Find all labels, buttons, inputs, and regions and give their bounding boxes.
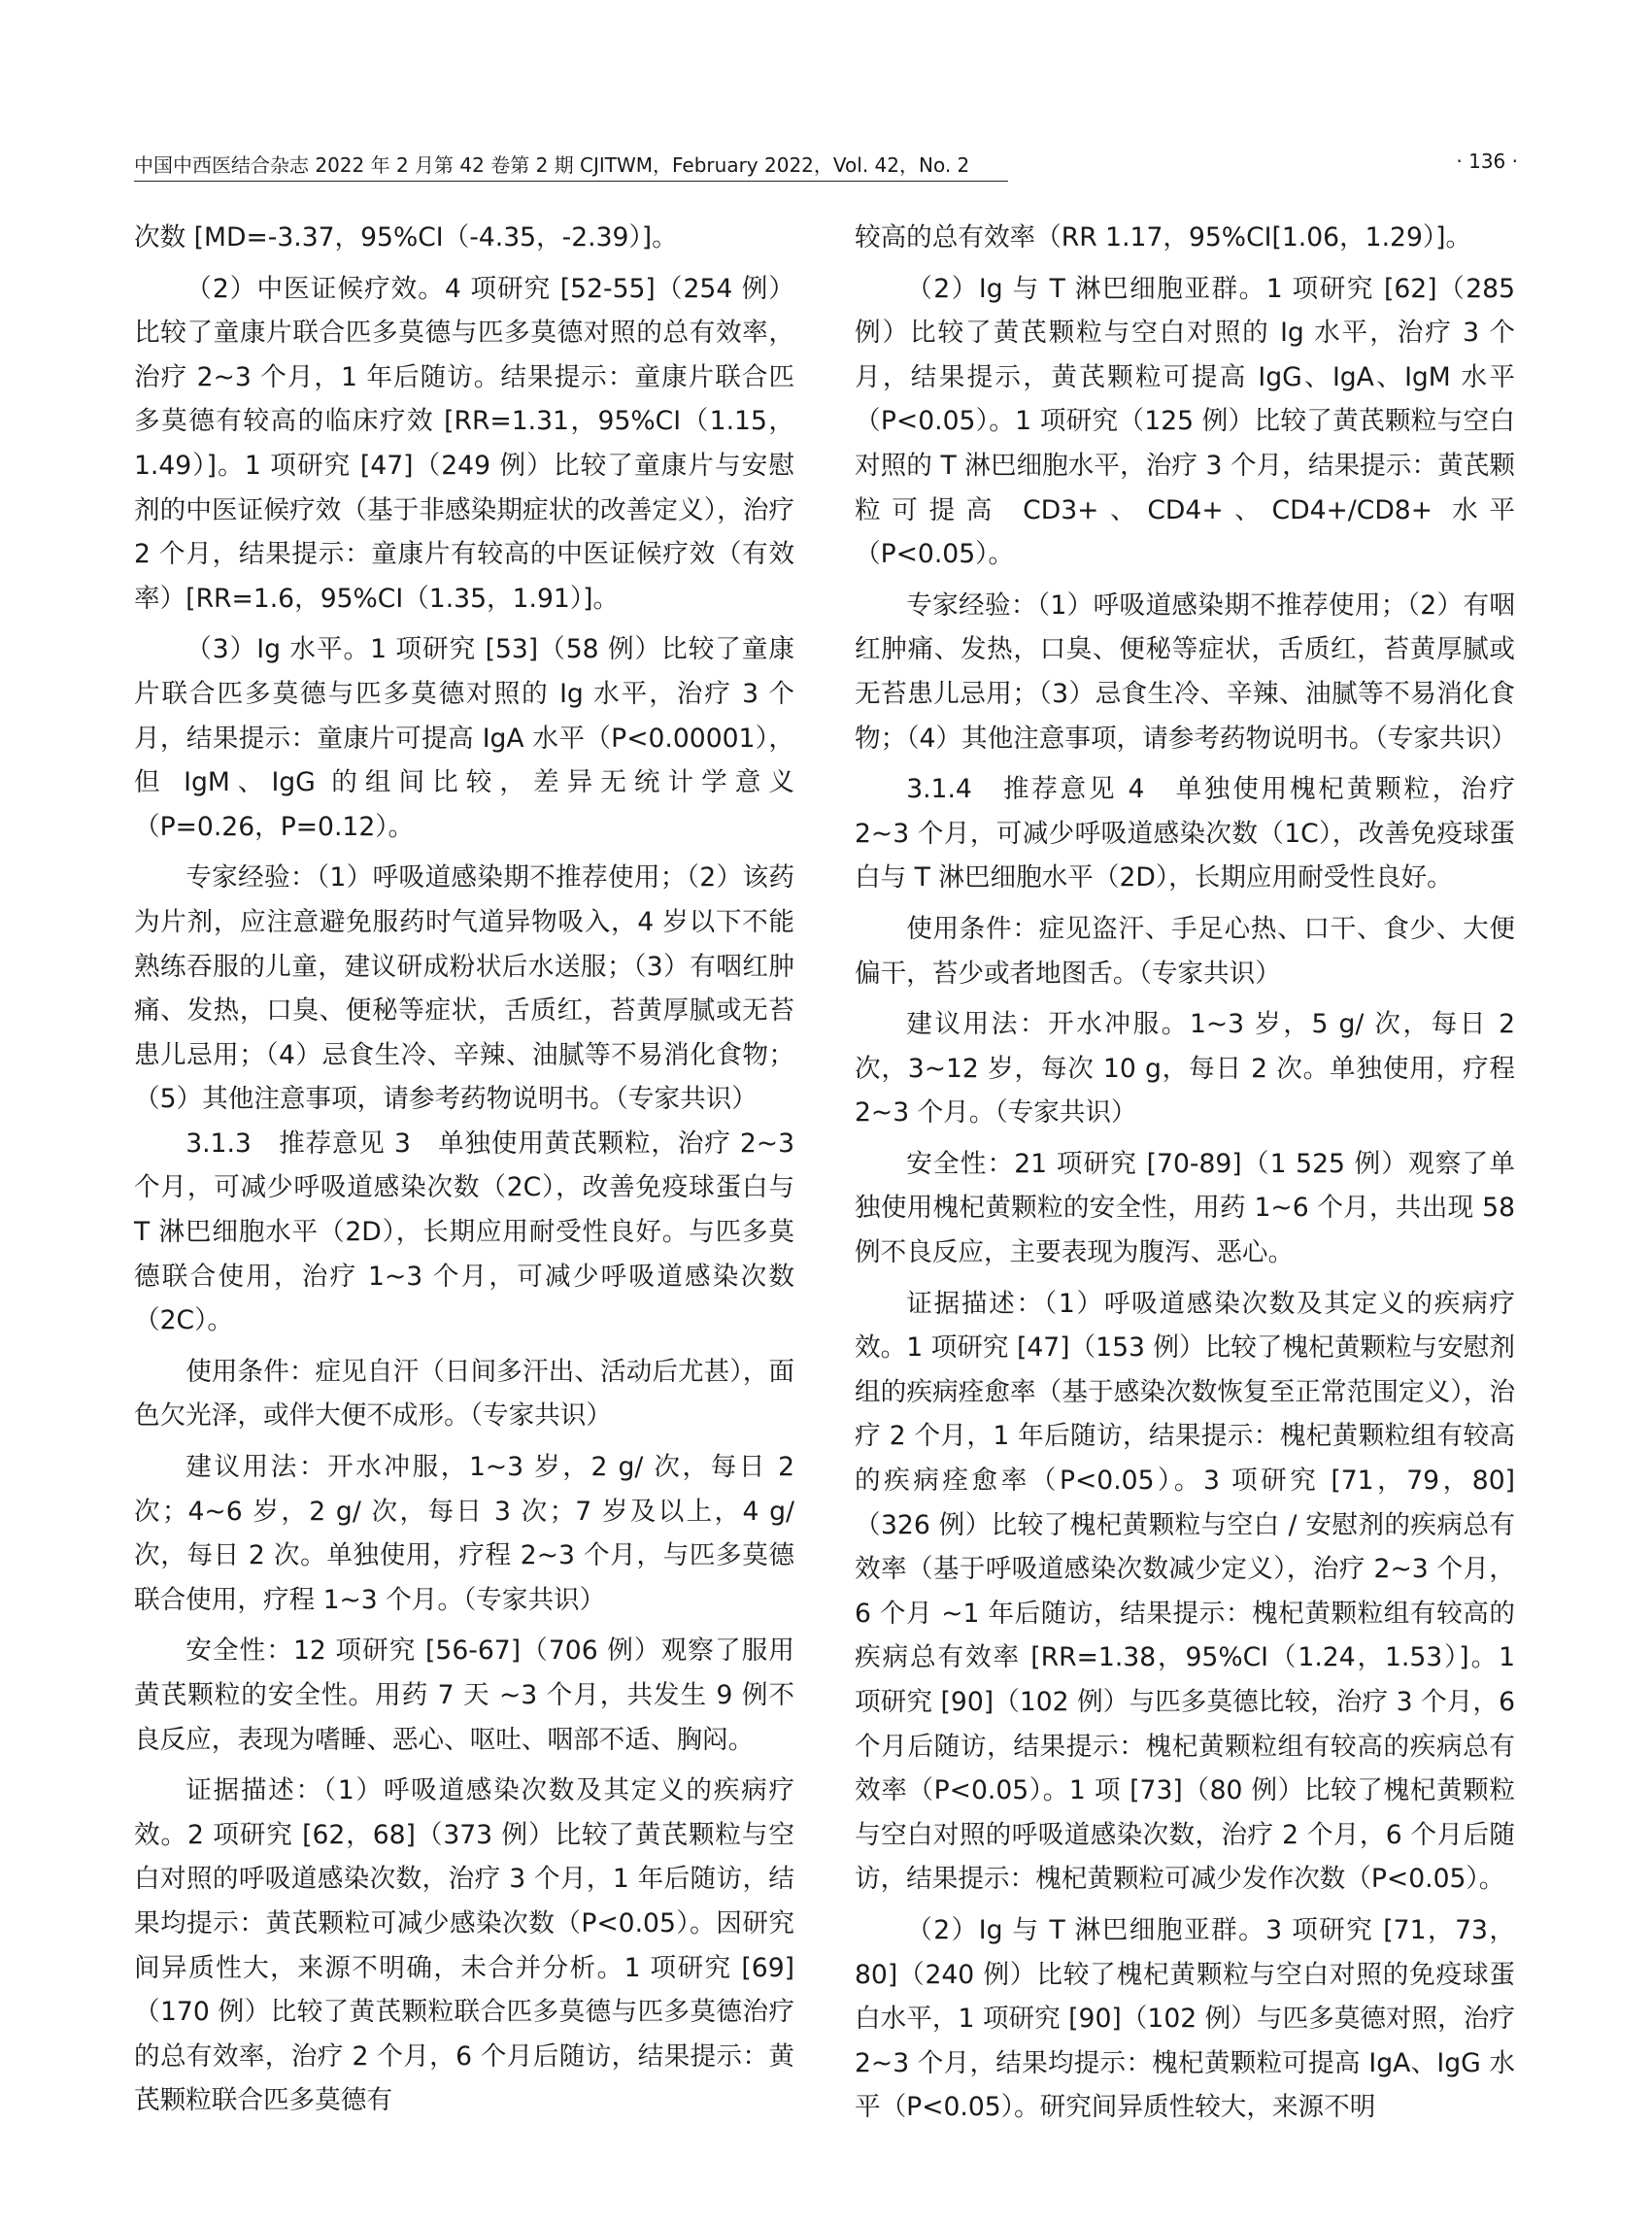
paragraph: （2）Ig 与 T 淋巴细胞亚群。3 项研究 [71，73，80]（240 例）比较了槐杞黄颗粒与空白对照的免疫球蛋白水平，1 项研究 [90]（102 例）与匹多莫德对照，治疗 2~3 个月，结果均提示：槐杞黄颗粒可提高 IgA、IgG 水平（P<0.05）。研究间异质性较大，来源不明	[855, 1914, 1515, 2123]
paragraph: 证据描述：（1）呼吸道感染次数及其定义的疾病疗效。2 项研究 [62，68]（373 例）比较了黄芪颗粒与空白对照的呼吸道感染次数，治疗 3 个月，1 年后随访，结果均提示：黄芪颗粒可减少感染次数（P<0.05）。因研究间异质性大，来源不明确，未合并分析。1 项研究 [69]（170 例）比较了黄芪颗粒联合匹多莫德与匹多莫德治疗的总有效率，治疗 2 个月，6 个月后随访，结果提示：黄芪颗粒联合匹多莫德有	[134, 1775, 794, 2116]
journal-citation: 中国中西医结合杂志 2022 年 2 月第 42 卷第 2 期 CJITWM，February 2022，Vol. 42，No. 2	[134, 153, 970, 177]
paragraph: 较高的总有效率（RR 1.17，95%CI[1.06，1.29）]。	[855, 222, 1472, 253]
section-heading-paragraph: 3.1.4 推荐意见 4 单独使用槐杞黄颗粒，治疗 2~3 个月，可减少呼吸道感染次数（1C），改善免疫球蛋白与 T 淋巴细胞水平（2D），长期应用耐受性良好。	[855, 774, 1515, 893]
paragraph: 证据描述：（1）呼吸道感染次数及其定义的疾病疗效。1 项研究 [47]（153 例）比较了槐杞黄颗粒与安慰剂组的疾病痊愈率（基于感染次数恢复至正常范围定义），治疗 2 个月，1 年后随访，结果提示：槐杞黄颗粒组有较高的疾病痊愈率（P<0.05）。3 项研究 [71，79，80]（326 例）比较了槐杞黄颗粒与空白 / 安慰剂的疾病总有效率（基于呼吸道感染次数减少定义），治疗 2~3 个月，6 个月 ~1 年后随访，结果提示：槐杞黄颗粒组有较高的疾病总有效率 [RR=1.38，95%CI（1.24，1.53）]。1 项研究 [90]（102 例）与匹多莫德比较，治疗 3 个月，6 个月后随访，结果提示：槐杞黄颗粒组有较高的疾病总有效率（P<0.05）。1 项 [73]（80 例）比较了槐杞黄颗粒与空白对照的呼吸道感染次数，治疗 2 个月，6 个月后随访，结果提示：槐杞黄颗粒可减少发作次数（P<0.05）。	[855, 1288, 1515, 1895]
paragraph: （2）中医证候疗效。4 项研究 [52-55]（254 例）比较了童康片联合匹多莫德与匹多莫德对照的总有效率，治疗 2~3 个月，1 年后随访。结果提示：童康片联合匹多莫德有较高的临床疗效 [RR=1.31，95%CI（1.15，1.49）]。1 项研究 [47]（249 例）比较了童康片与安慰剂的中医证候疗效（基于非感染期症状的改善定义），治疗 2 个月，结果提示：童康片有较高的中医证候疗效（有效率）[RR=1.6，95%CI（1.35，1.91）]。	[134, 273, 794, 614]
right-column	[855, 216, 1515, 2130]
section-heading-paragraph: 3.1.3 推荐意见 3 单独使用黄芪颗粒，治疗 2~3 个月，可减少呼吸道感染次数（2C），改善免疫球蛋白与 T 淋巴细胞水平（2D），长期应用耐受性良好。与匹多莫德联合使用，治疗 1~3 个月，可减少呼吸道感染次数（2C）。	[134, 1128, 794, 1336]
left-column	[134, 216, 794, 2123]
header-rule	[134, 181, 1008, 182]
paragraph: 专家经验：（1）呼吸道感染期不推荐使用；（2）该药为片剂，应注意避免服药时气道异物吸入，4 岁以下不能熟练吞服的儿童，建议研成粉状后水送服；（3）有咽红肿痛、发热，口臭、便秘等症状，舌质红，苔黄厚腻或无苔患儿忌用；（4）忌食生冷、辛辣、油腻等不易消化食物；（5）其他注意事项，请参考药物说明书。（专家共识）	[134, 862, 794, 1115]
paragraph: （2）Ig 与 T 淋巴细胞亚群。1 项研究 [62]（285 例）比较了黄芪颗粒与空白对照的 Ig 水平，治疗 3 个月，结果提示，黄芪颗粒可提高 IgG、IgA、IgM 水平（P<0.05）。1 项研究（125 例）比较了黄芪颗粒与空白对照的 T 淋巴细胞水平，治疗 3 个月，结果提示：黄芪颗粒可提高 CD3+、CD4+、CD4+/CD8+ 水平（P<0.05）。	[855, 273, 1515, 570]
page-number: · 136 ·	[1456, 150, 1518, 173]
paragraph: 次数 [MD=-3.37，95%CI（-4.35，-2.39）]。	[134, 222, 678, 253]
paragraph: 建议用法：开水冲服，1~3 岁，2 g/ 次，每日 2 次；4~6 岁，2 g/ 次，每日 3 次；7 岁及以上，4 g/ 次，每日 2 次。单独使用，疗程 2~3 个月，与匹多莫德联合使用，疗程 1~3 个月。（专家共识）	[134, 1452, 794, 1615]
paragraph: 专家经验：（1）呼吸道感染期不推荐使用；（2）有咽红肿痛、发热，口臭、便秘等症状，舌质红，苔黄厚腻或无苔患儿忌用；（3）忌食生冷、辛辣、油腻等不易消化食物；（4）其他注意事项，请参考药物说明书。（专家共识）	[855, 590, 1517, 754]
paragraph: 安全性：21 项研究 [70-89]（1 525 例）观察了单独使用槐杞黄颗粒的安全性，用药 1~6 个月，共出现 58 例不良反应，主要表现为腹泻、恶心。	[855, 1148, 1515, 1268]
running-header	[134, 146, 1518, 185]
paragraph: 安全性：12 项研究 [56-67]（706 例）观察了服用黄芪颗粒的安全性。用药 7 天 ~3 个月，共发生 9 例不良反应，表现为嗜睡、恶心、呕吐、咽部不适、胸闷。	[134, 1635, 794, 1755]
paragraph: （3）Ig 水平。1 项研究 [53]（58 例）比较了童康片联合匹多莫德与匹多莫德对照的 Ig 水平，治疗 3 个月，结果提示：童康片可提高 IgA 水平（P<0.00001），但 IgM、IgG 的组间比较，差异无统计学意义（P=0.26，P=0.12）。	[134, 634, 794, 842]
paragraph: 使用条件：症见自汗（日间多汗出、活动后尤甚），面色欠光泽，或伴大便不成形。（专家共识）	[134, 1356, 794, 1432]
paragraph: 建议用法：开水冲服。1~3 岁，5 g/ 次，每日 2 次，3~12 岁，每次 10 g，每日 2 次。单独使用，疗程 2~3 个月。（专家共识）	[855, 1009, 1515, 1129]
paragraph: 使用条件：症见盗汗、手足心热、口干、食少、大便偏干，苔少或者地图舌。（专家共识）	[855, 913, 1515, 989]
